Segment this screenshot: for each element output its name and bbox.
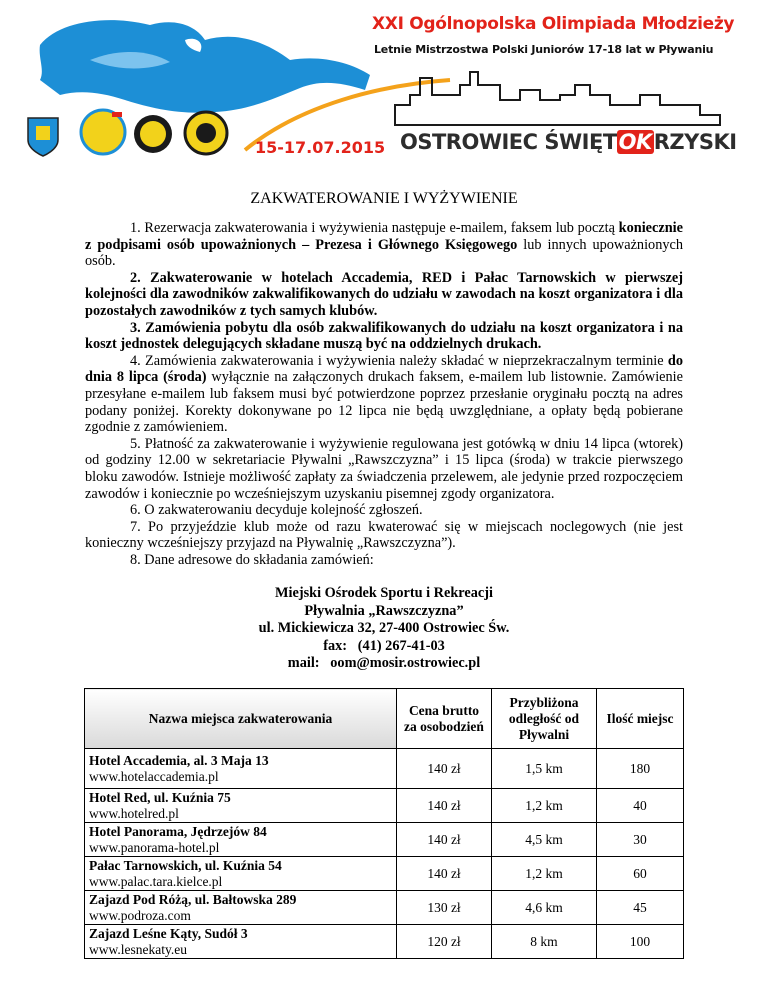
cell-places: 45 [597, 891, 684, 925]
header-price: Cena brutto za osobodzień [397, 689, 492, 749]
association-badge-logo [185, 112, 227, 154]
paragraph-4: 4. Zamówienia zakwaterowania i wyżywienia należy składać w nieprzekraczalnym terminie do dnia 8 lipca (środa) wyłącznie na załączonych drukach faksem, e-mailem lub listownie. Zamówienie przesyłane e-mailem lub faksem musi być potwierdzone poprzez przesłanie oryginału pocztą na adres podany poniżej. Korekty dokonywane po 12 lipca nie będą uwzględniane, a opłaty będą pobierane zgodnie z zamówieniem. [85, 352, 683, 436]
cell-name: Pałac Tarnowskich, ul. Kuźnia 54 www.palac.tara.kielce.pl [85, 857, 397, 891]
cell-name: Hotel Red, ul. Kuźnia 75 www.hotelred.pl [85, 789, 397, 823]
event-dates: 15-17.07.2015 [255, 138, 386, 157]
header-distance: Przybliżona odległość od Pływalni [492, 689, 597, 749]
accommodation-table [84, 688, 684, 959]
hotel-url[interactable]: www.panorama-hotel.pl [89, 839, 220, 855]
hotel-url[interactable]: www.hotelaccademia.pl [89, 768, 219, 784]
city-part-b: RZYSKI [653, 130, 737, 154]
event-title: XXI Ogólnopolska Olimpiada Młodzieży [372, 14, 735, 34]
hotel-url[interactable]: www.podroza.com [89, 907, 191, 923]
cell-places: 60 [597, 857, 684, 891]
cell-price: 130 zł [397, 891, 492, 925]
cell-price: 140 zł [397, 789, 492, 823]
cell-price: 140 zł [397, 857, 492, 891]
swimmer-wave-shape [40, 20, 370, 113]
event-subtitle: Letnie Mistrzostwa Polski Juniorów 17-18 lat w Pływaniu [374, 43, 714, 56]
address-line-1: Miejski Ośrodek Sportu i Rekreacji [275, 585, 493, 601]
address-mail: mail: oom@mosir.ostrowiec.pl [287, 655, 481, 671]
club-sun-logo [81, 110, 125, 154]
address-fax: fax: (41) 267-41-03 [323, 637, 445, 654]
header-places: Ilość miejsc [597, 689, 684, 749]
cell-distance: 1,5 km [492, 749, 597, 789]
paragraph-3: 3. Zamówienia pobytu dla osób zakwalifikowanych do udziału na koszt organizatora i na koszt jednostek delegujących składane muszą być na oddzielnych drukach. [85, 319, 683, 353]
cell-name: Hotel Panorama, Jędrzejów 84 www.panorama-hotel.pl [85, 823, 397, 857]
cell-price: 140 zł [397, 823, 492, 857]
table-row [85, 823, 684, 857]
header-name: Nazwa miejsca zakwaterowania [85, 689, 397, 749]
paragraph-1: 1. Rezerwacja zakwaterowania i wyżywienia następuje e-mailem, faksem lub pocztą koniecznie z podpisami osób upoważnionych – Prezesa i Głównego Księgowego lub innych upoważnionych osób. [85, 220, 683, 270]
city-ok-mark: OK [618, 130, 652, 154]
table-row [85, 857, 684, 891]
cell-name: Hotel Accademia, al. 3 Maja 13 www.hotelaccademia.pl [85, 749, 397, 789]
hotel-url[interactable]: www.palac.tara.kielce.pl [89, 873, 223, 889]
address-line-3: ul. Mickiewicza 32, 27-400 Ostrowiec Św. [258, 620, 510, 636]
paragraph-8: 8. Dane adresowe do składania zamówień: [130, 551, 374, 568]
address-block [0, 585, 768, 673]
zo-club-logo [134, 115, 172, 153]
cell-places: 100 [597, 925, 684, 959]
body-text [85, 220, 683, 568]
cell-places: 30 [597, 823, 684, 857]
address-line-2: Pływalnia „Rawszczyzna” [304, 602, 464, 619]
page-header [0, 0, 768, 170]
hotel-url[interactable]: www.hotelred.pl [89, 805, 179, 821]
paragraph-7: 7. Po przyjeździe klub może od razu kwaterować się w miejscach noclegowych (nie jest konieczny wcześniejszy przyjazd na Pływalnię „Rawszczyzna”). [85, 518, 683, 552]
cell-price: 120 zł [397, 925, 492, 959]
cell-price: 140 zł [397, 749, 492, 789]
cell-distance: 1,2 km [492, 789, 597, 823]
paragraph-6: 6. O zakwaterowaniu decyduje kolejność zgłoszeń. [130, 502, 423, 519]
section-heading: ZAKWATEROWANIE I WYŻYWIENIE [250, 190, 518, 207]
table-row [85, 925, 684, 959]
cell-name: Zajazd Leśne Kąty, Sudół 3 www.lesnekaty.eu [85, 925, 397, 959]
ostrowiec-crest-logo [28, 118, 58, 156]
cell-distance: 4,6 km [492, 891, 597, 925]
table-header-row [85, 689, 684, 749]
table-row [85, 891, 684, 925]
cell-places: 180 [597, 749, 684, 789]
cell-places: 40 [597, 789, 684, 823]
table-row [85, 749, 684, 789]
cell-distance: 8 km [492, 925, 597, 959]
city-part-a: OSTROWIEC ŚWIĘT [400, 130, 617, 154]
table-row [85, 789, 684, 823]
hotel-url[interactable]: www.lesnekaty.eu [89, 941, 187, 957]
cell-name: Zajazd Pod Różą, ul. Bałtowska 289 www.podroza.com [85, 891, 397, 925]
event-city [400, 130, 737, 154]
cell-distance: 1,2 km [492, 857, 597, 891]
paragraph-2: 2. Zakwaterowanie w hotelach Accademia, RED i Pałac Tarnowskich w pierwszej kolejności dla zawodników zakwalifikowanych do udziału w zawodach na koszt organizatora i dla pozostałych zawodników z tych samych klubów. [85, 269, 683, 319]
paragraph-5: 5. Płatność za zakwaterowanie i wyżywienie regulowana jest gotówką w dniu 14 lipca (wtorek) od godziny 12.00 w sekretariacie Pływalni „Rawszczyzna” i 15 lipca (środa) w trakcie pierwszego bloku zawodów. Istnieje możliwość zapłaty za świadczenia przelewem, ale jedynie przed rozpoczęciem zawodów i koniecznie po wcześniejszym uzyskaniu pisemnej zgody organizatora. [85, 435, 683, 502]
cell-distance: 4,5 km [492, 823, 597, 857]
